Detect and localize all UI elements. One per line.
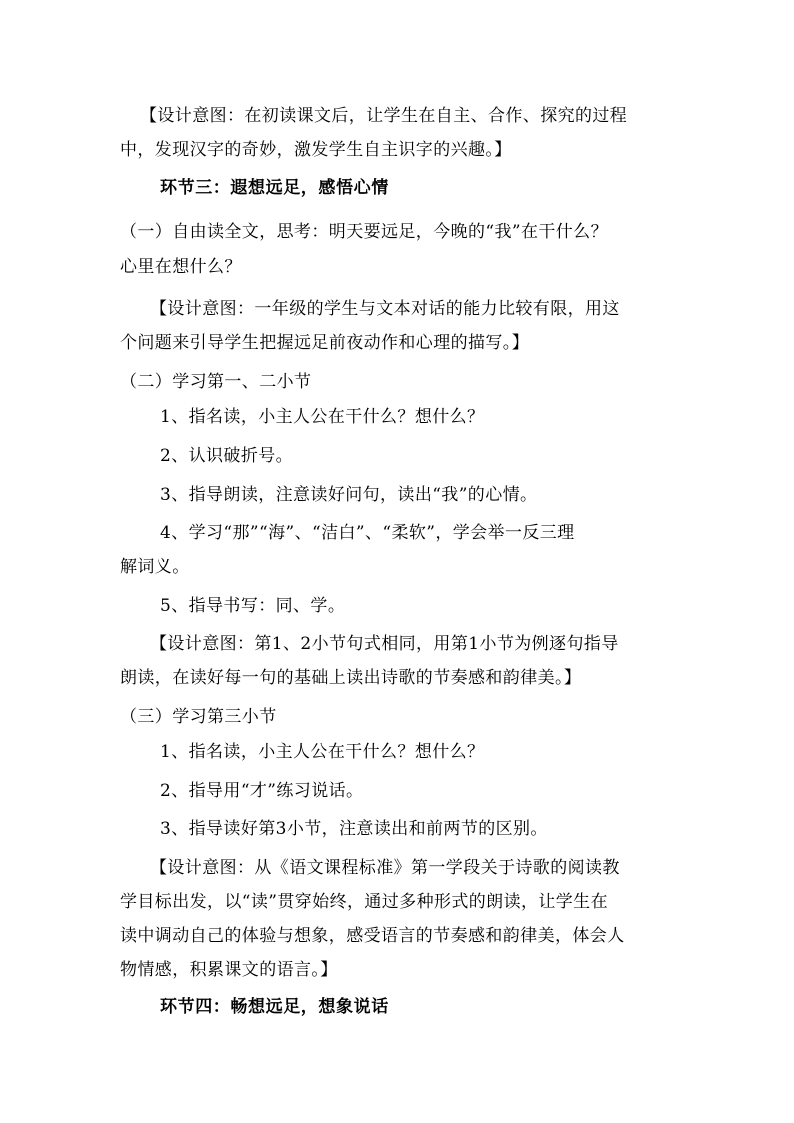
step-3-1: 1、指名读，小主人公在干什么？想什么？ (160, 742, 485, 762)
design-intent-3-line-1: 【设计意图：第1、2小节句式相同，用第1小节为例逐句指导 (150, 634, 619, 654)
section-heading-3: 环节三：遐想远足，感悟心情 (160, 178, 389, 198)
step-2-1: 1、指名读，小主人公在干什么？想什么？ (160, 407, 485, 427)
step-2-3: 3、指导朗读，注意读好问句，读出“我”的心情。 (160, 485, 538, 505)
design-intent-3-line-2: 朗读，在读好每一句的基础上读出诗歌的节奏感和韵律美。】 (120, 668, 582, 688)
design-intent-1-line-2: 中，发现汉字的奇妙，激发学生自主识字的兴趣。】 (120, 140, 512, 160)
design-intent-4-line-3: 读中调动自己的体验与想象，感受语言的节奏感和韵律美，体会人 (120, 926, 625, 946)
design-intent-2-line-1: 【设计意图：一年级的学生与文本对话的能力比较有限，用这 (150, 299, 620, 319)
design-intent-2-line-2: 个问题来引导学生把握远足前夜动作和心理的描写。】 (120, 333, 530, 353)
subsection-2-heading: （二）学习第一、二小节 (120, 372, 312, 392)
question-1-line-1: （一）自由读全文，思考：明天要远足，今晚的“我”在干什么？ (120, 222, 608, 242)
section-heading-4: 环节四：畅想远足，想象说话 (160, 997, 389, 1017)
step-2-2: 2、认识破折号。 (160, 446, 294, 466)
design-intent-4-line-2: 学目标出发，以“读”贯穿始终，通过多种形式的朗读，让学生在 (120, 892, 608, 912)
design-intent-1-line-1: 【设计意图：在初读课文后，让学生在自主、合作、探究的过程 (140, 106, 628, 126)
step-2-5: 5、指导书写：同、学。 (160, 596, 346, 616)
step-2-4-line-1: 4、学习“那”“海”、“洁白”、“柔软”，学会举一反三理 (160, 523, 575, 543)
subsection-3-heading: （三）学习第三小节 (120, 707, 277, 727)
design-intent-4-line-1: 【设计意图：从《语文课程标准》第一学段关于诗歌的阅读教 (150, 858, 620, 878)
step-3-2: 2、指导用“才”练习说话。 (160, 781, 364, 801)
question-1-line-2: 心里在想什么？ (120, 257, 242, 277)
step-2-4-line-2: 解词义。 (120, 557, 190, 577)
design-intent-4-line-4: 物情感，积累课文的语言。】 (120, 960, 338, 980)
step-3-3: 3、指导读好第3小节，注意读出和前两节的区别。 (160, 819, 548, 839)
